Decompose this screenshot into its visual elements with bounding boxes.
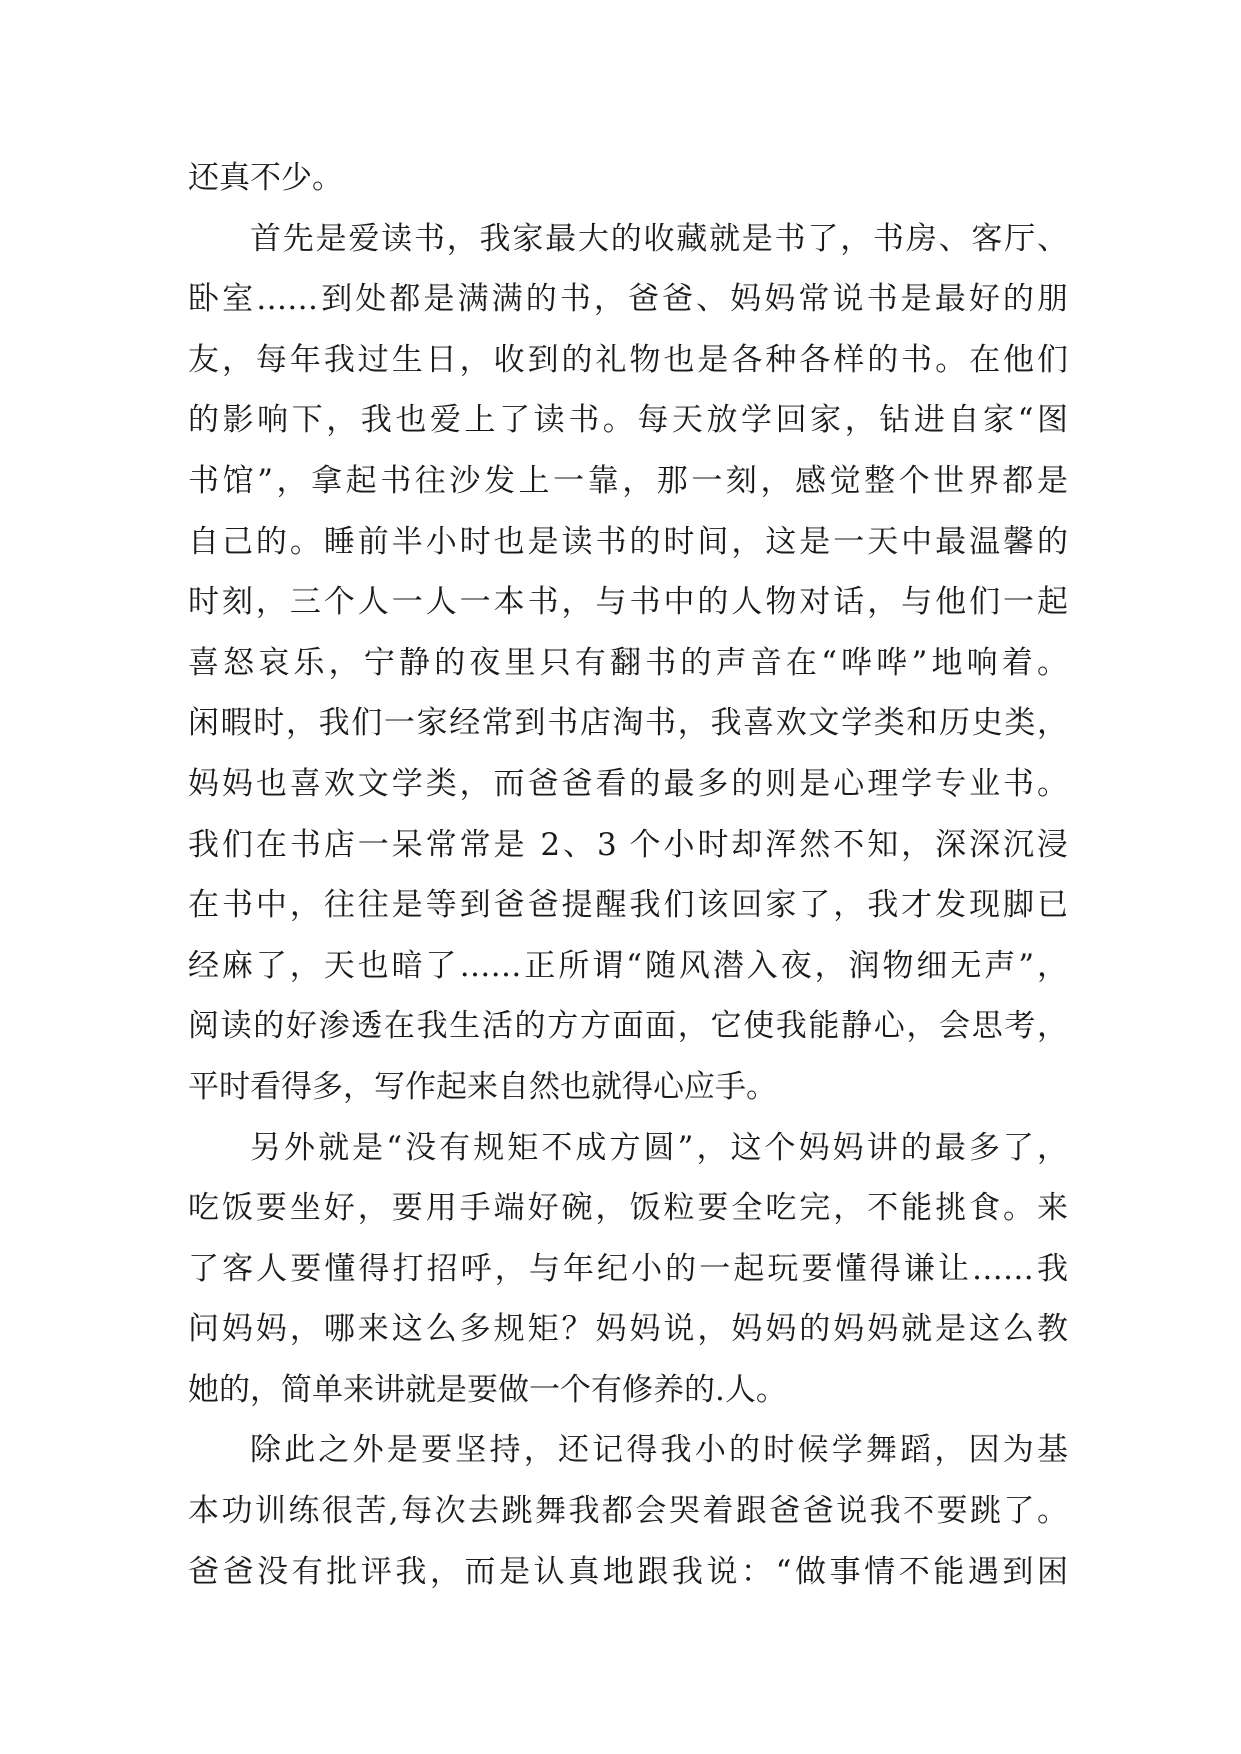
- text-line: 时刻，三个人一人一本书，与书中的人物对话，与他们一起: [188, 584, 1068, 621]
- text-line: 吃饭要坐好，要用手端好碗，饭粒要全吃完，不能挑食。来: [188, 1190, 1068, 1227]
- text-line: 自己的。睡前半小时也是读书的时间，这是一天中最温馨的: [188, 523, 1068, 560]
- text-line: 阅读的好渗透在我生活的方方面面，它使我能静心，会思考，: [188, 1008, 1068, 1045]
- text-line: 平时看得多，写作起来自然也就得心应手。: [188, 1068, 777, 1105]
- body-text: [188, 148, 1088, 1602]
- text-line: 我们在书店一呆常常是 2、3 个小时却浑然不知，深深沉浸: [188, 826, 1068, 863]
- text-line: 还真不少。: [188, 160, 343, 196]
- text-line: 了客人要懂得打招呼，与年纪小的一起玩要懂得谦让……我: [188, 1250, 1068, 1287]
- text-line: 经麻了，天也暗了……正所谓“随风潜入夜，润物细无声”，: [188, 947, 1068, 984]
- text-line: 爸爸没有批评我，而是认真地跟我说：“做事情不能遇到困: [188, 1553, 1068, 1590]
- text-line: 的影响下，我也爱上了读书。每天放学回家，钻进自家“图: [188, 402, 1068, 439]
- text-line: 首先是爱读书，我家最大的收藏就是书了，书房、客厅、: [250, 220, 1068, 257]
- text-line: 问妈妈，哪来这么多规矩？妈妈说，妈妈的妈妈就是这么教: [188, 1311, 1068, 1348]
- text-line: 友，每年我过生日，收到的礼物也是各种各样的书。在他们: [188, 341, 1068, 378]
- text-line: 另外就是“没有规矩不成方圆”，这个妈妈讲的最多了，: [250, 1129, 1068, 1166]
- text-line: 她的，简单来讲就是要做一个有修养的.人。: [188, 1371, 787, 1408]
- text-line: 妈妈也喜欢文学类，而爸爸看的最多的则是心理学专业书。: [188, 765, 1068, 802]
- text-line: 卧室……到处都是满满的书，爸爸、妈妈常说书是最好的朋: [188, 281, 1068, 318]
- text-line: 除此之外是要坚持，还记得我小的时候学舞蹈，因为基: [250, 1432, 1068, 1469]
- text-line: 本功训练很苦,每次去跳舞我都会哭着跟爸爸说我不要跳了。: [188, 1493, 1068, 1530]
- text-line: 闲暇时，我们一家经常到书店淘书，我喜欢文学类和历史类，: [188, 705, 1068, 742]
- text-line: 在书中，往往是等到爸爸提醒我们该回家了，我才发现脚已: [188, 887, 1068, 924]
- text-line: 喜怒哀乐，宁静的夜里只有翻书的声音在“哗哗”地响着。: [188, 644, 1068, 681]
- text-line: 书馆”，拿起书往沙发上一靠，那一刻，感觉整个世界都是: [188, 462, 1068, 499]
